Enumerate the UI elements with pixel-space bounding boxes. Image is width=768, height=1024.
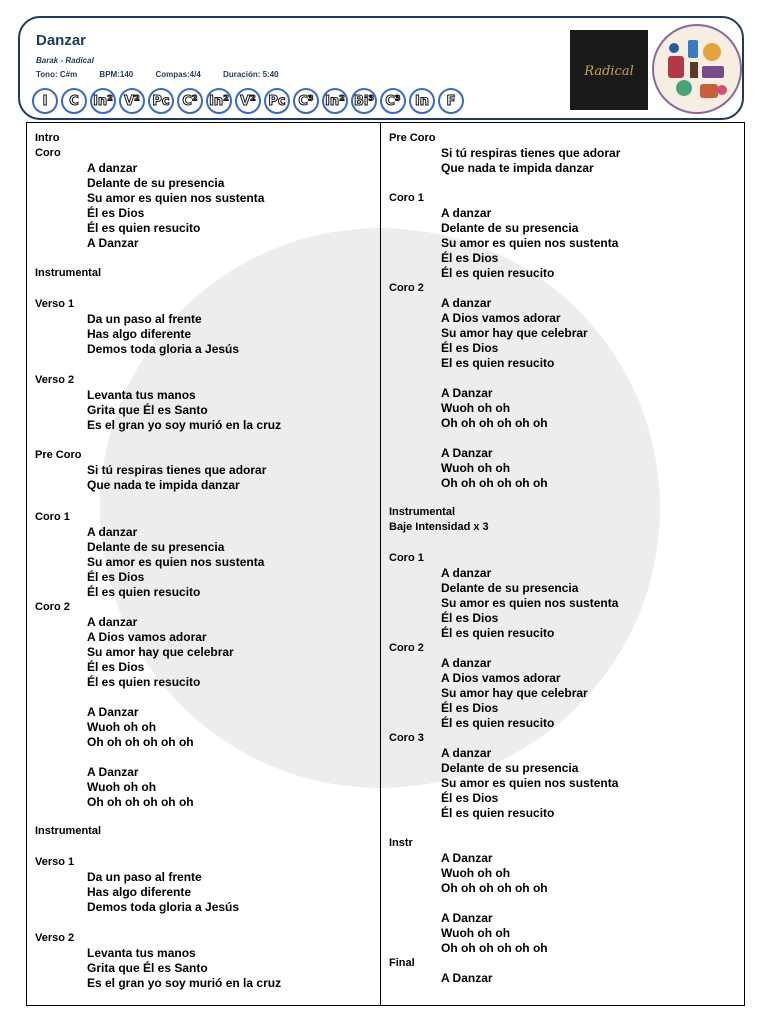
section-heading: Coro 2: [35, 601, 70, 613]
lyric-line: A danzar: [441, 566, 492, 580]
song-section: [389, 520, 489, 535]
right-column: [380, 122, 745, 1006]
lyric-line: A danzar: [441, 296, 492, 310]
lyric-line: Él es quien resucito: [87, 221, 201, 235]
song-section: [35, 824, 101, 839]
song-section: [35, 931, 281, 991]
section-heading: Pre Coro: [35, 449, 82, 461]
lyric-line: Él es Dios: [87, 570, 145, 584]
section-badge: C³: [293, 88, 319, 114]
lyric-line: Wuoh oh oh: [441, 401, 511, 415]
song-section: [35, 373, 281, 433]
lyric-line: Wuoh oh oh: [441, 926, 511, 940]
lyric-line: Oh oh oh oh oh oh: [441, 476, 548, 490]
lyric-line: Si tú respiras tienes que adorar: [441, 146, 621, 160]
lyric-line: Da un paso al frente: [87, 870, 202, 884]
lyric-line: Su amor hay que celebrar: [441, 326, 588, 340]
lyric-line: Da un paso al frente: [87, 312, 202, 326]
lyric-line: A Dios vamos adorar: [441, 311, 561, 325]
song-section: [35, 297, 239, 357]
song-section: [389, 956, 493, 986]
section-heading: Instrumental: [389, 506, 456, 518]
lyric-line: Oh oh oh oh oh oh: [441, 416, 548, 430]
lyric-line: A danzar: [87, 161, 138, 175]
section-badge: In²: [322, 88, 348, 114]
lyric-line: A Danzar: [441, 911, 493, 925]
bpm-label: BPM:140: [99, 70, 134, 79]
lyric-line: Él es quien resucito: [441, 626, 555, 640]
lyric-line: A danzar: [441, 656, 492, 670]
lyric-line: Oh oh oh oh oh oh: [87, 795, 194, 809]
section-heading: Coro 1: [389, 192, 424, 204]
lyric-line: Él es Dios: [441, 251, 499, 265]
lyric-line: A Danzar: [87, 236, 139, 250]
lyric-line: Wuoh oh oh: [441, 866, 511, 880]
song-section: [35, 855, 239, 915]
lyric-line: A Danzar: [441, 386, 493, 400]
lyric-line: A danzar: [441, 746, 492, 760]
song-section: [35, 510, 264, 600]
song-section: [389, 131, 620, 176]
section-badge: Pc: [264, 88, 290, 114]
section-heading: Final: [389, 957, 415, 969]
lyric-line: Su amor es quien nos sustenta: [441, 776, 619, 790]
lyric-line: Él es quien resucito: [441, 716, 555, 730]
section-badge: V²: [235, 88, 261, 114]
lyric-line: Demos toda gloria a Jesús: [87, 900, 240, 914]
lyric-line: Oh oh oh oh oh oh: [441, 941, 548, 955]
section-badge: In²: [90, 88, 116, 114]
section-badge: Bi³: [351, 88, 377, 114]
lyric-line: Has algo diferente: [87, 327, 192, 341]
lyric-line: Él es quien resucito: [87, 675, 201, 689]
lyric-line: Grita que Él es Santo: [87, 961, 208, 975]
lyric-line: A Danzar: [441, 446, 493, 460]
lyric-line: A danzar: [441, 206, 492, 220]
album-cover: [570, 30, 648, 110]
lyric-line: A Dios vamos adorar: [87, 630, 207, 644]
lyric-line: Él es quien resucito: [441, 266, 555, 280]
lyric-line: Grita que Él es Santo: [87, 403, 208, 417]
song-section: [389, 191, 618, 281]
lyric-line: Él es Dios: [87, 660, 145, 674]
song-section: [389, 731, 618, 821]
section-heading: Verso 2: [35, 374, 75, 386]
section-badge: V²: [119, 88, 145, 114]
section-heading: Baje Intensidad x 3: [389, 521, 489, 533]
lyric-line: Su amor es quien nos sustenta: [441, 596, 619, 610]
lyric-line: Delante de su presencia: [87, 540, 225, 554]
lyric-line: Su amor es quien nos sustenta: [441, 236, 619, 250]
lyric-line: Demos toda gloria a Jesús: [87, 342, 240, 356]
lyric-line: Wuoh oh oh: [87, 780, 157, 794]
section-heading: Verso 1: [35, 856, 75, 868]
lyric-line: A Dios vamos adorar: [441, 671, 561, 685]
lyric-line: [389, 896, 548, 911]
song-section: [35, 448, 266, 493]
song-section: [389, 836, 548, 956]
lyric-line: Es el gran yo soy murió en la cruz: [87, 418, 282, 432]
lyric-line: Él es Dios: [441, 791, 499, 805]
lyric-line: Delante de su presencia: [441, 581, 579, 595]
song-section: [389, 551, 618, 641]
lyric-line: Él es Dios: [87, 206, 145, 220]
section-heading: Instrumental: [35, 267, 102, 279]
lyric-line: Él es quien resucito: [87, 585, 201, 599]
song-header: [18, 16, 744, 120]
song-title: Danzar: [36, 32, 87, 49]
lyric-line: A Danzar: [441, 851, 493, 865]
lyric-line: Su amor hay que celebrar: [441, 686, 588, 700]
section-badge: I: [32, 88, 58, 114]
section-badge: Pc: [148, 88, 174, 114]
lyric-line: Levanta tus manos: [87, 388, 196, 402]
lyric-line: A Danzar: [87, 705, 139, 719]
section-badge: In²: [206, 88, 232, 114]
lyric-line: Que nada te impida danzar: [441, 161, 594, 175]
lyric-line: Su amor es quien nos sustenta: [87, 191, 265, 205]
song-section: [389, 505, 455, 520]
lyric-line: Él es quien resucito: [441, 806, 555, 820]
lyric-line: Oh oh oh oh oh oh: [87, 735, 194, 749]
lyric-line: A Danzar: [87, 765, 139, 779]
section-badge: C²: [177, 88, 203, 114]
section-heading: Coro 2: [389, 282, 424, 294]
lyric-line: [35, 690, 234, 705]
key-label: Tono: C#m: [36, 70, 78, 79]
album-cover-title: Radical: [584, 64, 634, 79]
lyric-line: [389, 371, 588, 386]
lyric-line: Él es Dios: [441, 611, 499, 625]
song-section: [35, 266, 101, 281]
lyric-line: El es quien resucito: [441, 356, 555, 370]
lyric-line: Es el gran yo soy murió en la cruz: [87, 976, 282, 990]
lyric-line: Delante de su presencia: [441, 221, 579, 235]
lyric-line: Wuoh oh oh: [87, 720, 157, 734]
lyric-line: Delante de su presencia: [441, 761, 579, 775]
artist-album: Barak - Radical: [36, 56, 94, 65]
structure-badges: [32, 88, 464, 114]
time-signature-label: Compas:4/4: [155, 70, 201, 79]
lyric-line: [35, 750, 234, 765]
song-section: [389, 641, 588, 731]
song-section: [35, 600, 234, 810]
lyric-line: Su amor es quien nos sustenta: [87, 555, 265, 569]
section-badge: C³: [380, 88, 406, 114]
duration-label: Duración: 5:40: [223, 70, 279, 79]
instruments-illustration: [654, 26, 740, 112]
section-badge: F: [438, 88, 464, 114]
section-heading: Verso 1: [35, 298, 75, 310]
lyric-line: Si tú respiras tienes que adorar: [87, 463, 267, 477]
lyric-line: A danzar: [87, 525, 138, 539]
lyric-line: A Danzar: [441, 971, 493, 985]
song-section: [35, 131, 59, 146]
lyric-line: Él es Dios: [441, 341, 499, 355]
song-meta: [36, 70, 299, 79]
section-heading: Coro: [35, 147, 61, 159]
section-heading: Coro 2: [389, 642, 424, 654]
section-heading: Instrumental: [35, 825, 102, 837]
section-heading: Coro 1: [389, 552, 424, 564]
left-column: [26, 122, 381, 1006]
lyric-line: Wuoh oh oh: [441, 461, 511, 475]
section-heading: Coro 3: [389, 732, 424, 744]
lyric-line: Oh oh oh oh oh oh: [441, 881, 548, 895]
lyric-line: [389, 431, 588, 446]
lyric-line: A danzar: [87, 615, 138, 629]
section-heading: Coro 1: [35, 511, 70, 523]
section-heading: Verso 2: [35, 932, 75, 944]
lyric-line: Delante de su presencia: [87, 176, 225, 190]
song-section: [389, 281, 588, 491]
section-heading: Instr: [389, 837, 413, 849]
lyric-line: Que nada te impida danzar: [87, 478, 240, 492]
lyric-line: Su amor hay que celebrar: [87, 645, 234, 659]
section-heading: Intro: [35, 132, 60, 144]
section-badge: In: [409, 88, 435, 114]
section-badge: C: [61, 88, 87, 114]
section-heading: Pre Coro: [389, 132, 436, 144]
lyric-line: Has algo diferente: [87, 885, 192, 899]
lyric-line: Él es Dios: [441, 701, 499, 715]
instruments-logo: [652, 24, 742, 114]
lyric-line: Levanta tus manos: [87, 946, 196, 960]
song-section: [35, 146, 264, 251]
